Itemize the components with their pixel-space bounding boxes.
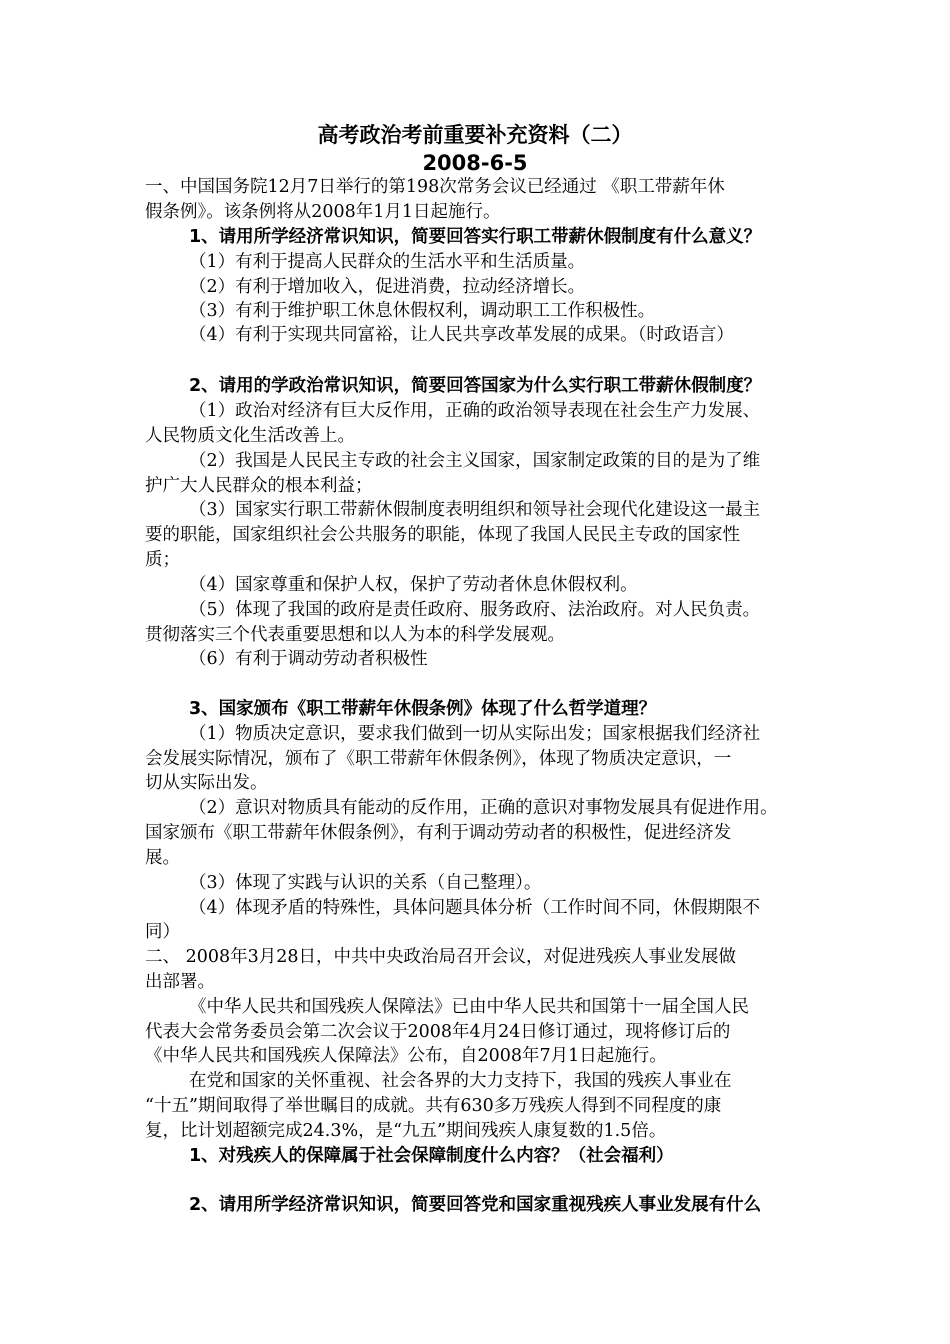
answer-line: （6）有利于调动劳动者积极性 — [189, 649, 428, 669]
answer-line: （2）我国是人民民主专政的社会主义国家，国家制定政策的目的是为了维 — [189, 451, 761, 471]
question-heading: 3、国家颁布《职工带薪年休假条例》体现了什么哲学道理？ — [189, 699, 657, 719]
body-paragraph-line: 《中华人民共和国残疾人保障法》公布，自2008年7月1日起施行。 — [145, 1046, 667, 1066]
answer-line: 护广大人民群众的根本利益； — [145, 476, 373, 496]
page-title: 高考政治考前重要补充资料（二） — [317, 123, 633, 147]
question-heading: 2、请用所学经济常识知识，简要回答党和国家重视残疾人事业发展有什么 — [189, 1195, 762, 1215]
section-one-intro: 假条例》。该条例将从2008年1月1日起施行。 — [145, 202, 501, 222]
answer-line: 贯彻落实三个代表重要思想和以人为本的科学发展观。 — [145, 625, 565, 645]
body-paragraph-line: 代表大会常务委员会第二次会议于2008年4月24日修订通过，现将修订后的 — [145, 1022, 731, 1042]
body-paragraph-line: 复，比计划超额完成24.3%，是“九五”期间残疾人康复数的1.5倍。 — [145, 1121, 667, 1141]
answer-line: （5）体现了我国的政府是责任政府、服务政府、法治政府。对人民负责。 — [189, 600, 761, 620]
answer-line: 国家颁布《职工带薪年休假条例》，有利于调动劳动者的积极性，促进经济发 — [145, 823, 732, 843]
answer-line: （2）意识对物质具有能动的反作用，正确的意识对事物发展具有促进作用。 — [189, 798, 778, 818]
question-heading: 2、请用的学政治常识知识，简要回答国家为什么实行职工带薪休假制度？ — [189, 376, 762, 396]
answer-line: 质； — [145, 550, 180, 570]
section-one-intro: 一、中国国务院12月7日举行的第198次常务会议已经通过 《职工带薪年休 — [145, 177, 725, 197]
answer-line: 切从实际出发。 — [145, 773, 268, 793]
answer-line: （1）政治对经济有巨大反作用，正确的政治领导表现在社会生产力发展、 — [189, 401, 761, 421]
page-date: 2008-6-5 — [422, 151, 528, 175]
body-paragraph-line: 在党和国家的关怀重视、社会各界的大力支持下，我国的残疾人事业在 — [189, 1071, 732, 1091]
question-heading: 1、对残疾人的保障属于社会保障制度什么内容？（社会福利） — [189, 1146, 674, 1166]
question-heading: 1、请用所学经济常识知识，简要回答实行职工带薪休假制度有什么意义？ — [189, 227, 762, 247]
answer-line: （1）有利于提高人民群众的生活水平和生活质量。 — [189, 252, 586, 272]
answer-line: （4）体现矛盾的特殊性，具体问题具体分析（工作时间不同，休假期限不 — [189, 898, 761, 918]
section-two-intro: 出部署。 — [145, 972, 215, 992]
body-paragraph-line: “十五”期间取得了举世瞩目的成就。共有630多万残疾人得到不同程度的康 — [145, 1096, 722, 1116]
answer-line: 要的职能，国家组织社会公共服务的职能，体现了我国人民民主专政的国家性 — [145, 525, 740, 545]
answer-line: 人民物质文化生活改善上。 — [145, 426, 355, 446]
answer-line: （1）物质决定意识，要求我们做到一切从实际出发；国家根据我们经济社 — [189, 724, 761, 744]
answer-line: 展。 — [145, 848, 180, 868]
answer-line: （3）国家实行职工带薪休假制度表明组织和领导社会现代化建设这一最主 — [189, 500, 761, 520]
answer-line: （4）国家尊重和保护人权，保护了劳动者休息休假权利。 — [189, 575, 638, 595]
answer-line: （3）有利于维护职工休息休假权利，调动职工工作积极性。 — [189, 301, 656, 321]
section-two-intro: 二、 2008年3月28日，中共中央政治局召开会议，对促进残疾人事业发展做 — [145, 947, 736, 967]
answer-line: 同） — [145, 922, 180, 942]
body-paragraph-line: 《中华人民共和国残疾人保障法》已由中华人民共和国第十一届全国人民 — [189, 997, 749, 1017]
answer-line: （3）体现了实践与认识的关系（自己整理）。 — [189, 873, 542, 893]
answer-line: （2）有利于增加收入，促进消费，拉动经济增长。 — [189, 277, 586, 297]
answer-line: （4）有利于实现共同富裕，让人民共享改革发展的成果。（时政语言） — [189, 325, 734, 345]
answer-line: 会发展实际情况，颁布了《职工带薪年休假条例》，体现了物质决定意识，一 — [145, 749, 732, 769]
